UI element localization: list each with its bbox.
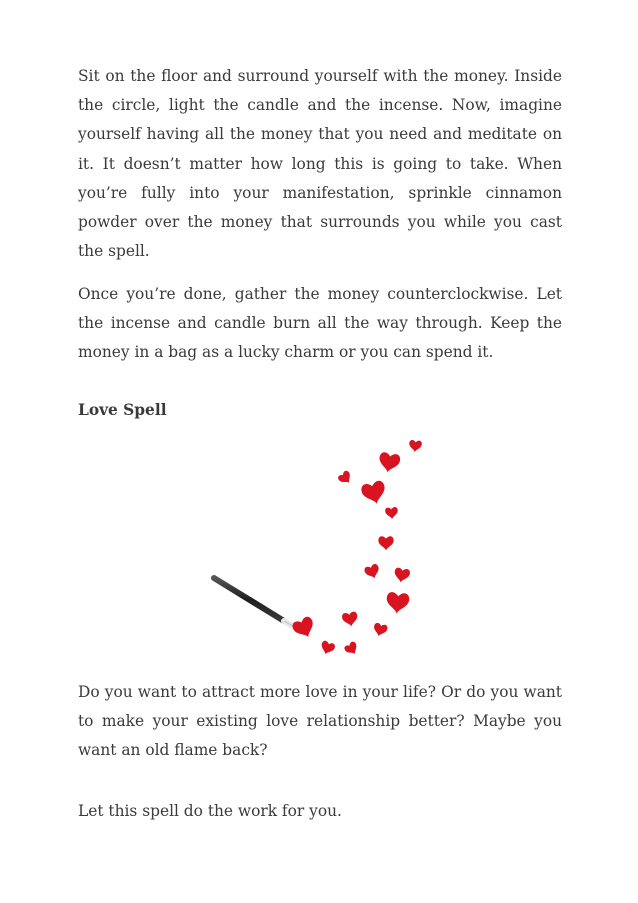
hearts-group (291, 440, 422, 658)
body-paragraph: Do you want to attract more love in your life? Or do you want to make your existing love relationship better? Maybe you want an old flame back? (78, 683, 562, 760)
heart-icon (291, 615, 318, 641)
heart-icon (385, 592, 409, 615)
body-paragraph: Sit on the floor and surround yourself with the money. Inside the circle, light the candle and the incense. Now, imagine yourself having all the money that you need and meditate on it. It doesn’t matter how long this is going to take. When you’re fully into your manifestation, sprinkle cinnamon powder over the money that surrounds you while you cast the spell. (78, 67, 562, 261)
heart-icon (409, 440, 423, 453)
magic-wand-hearts-icon (196, 428, 436, 668)
wand-icon (214, 578, 296, 628)
heart-icon (377, 451, 401, 474)
heart-icon (337, 469, 354, 486)
heart-icon (363, 563, 381, 581)
body-paragraph: Let this spell do the work for you. (78, 802, 342, 820)
body-paragraph: Once you’re done, gather the money counterclockwise. Let the incense and candle burn all the way through. Keep the money in a bag as a lucky charm or you can spend it. (78, 285, 562, 362)
heart-icon (372, 622, 388, 638)
heart-icon (343, 640, 360, 657)
heart-icon (341, 611, 359, 628)
heart-icon (360, 480, 388, 507)
heart-icon (385, 507, 399, 520)
section-heading: Love Spell (78, 401, 167, 419)
heart-icon (319, 640, 336, 657)
heart-icon (378, 536, 393, 550)
heart-icon (393, 567, 411, 584)
